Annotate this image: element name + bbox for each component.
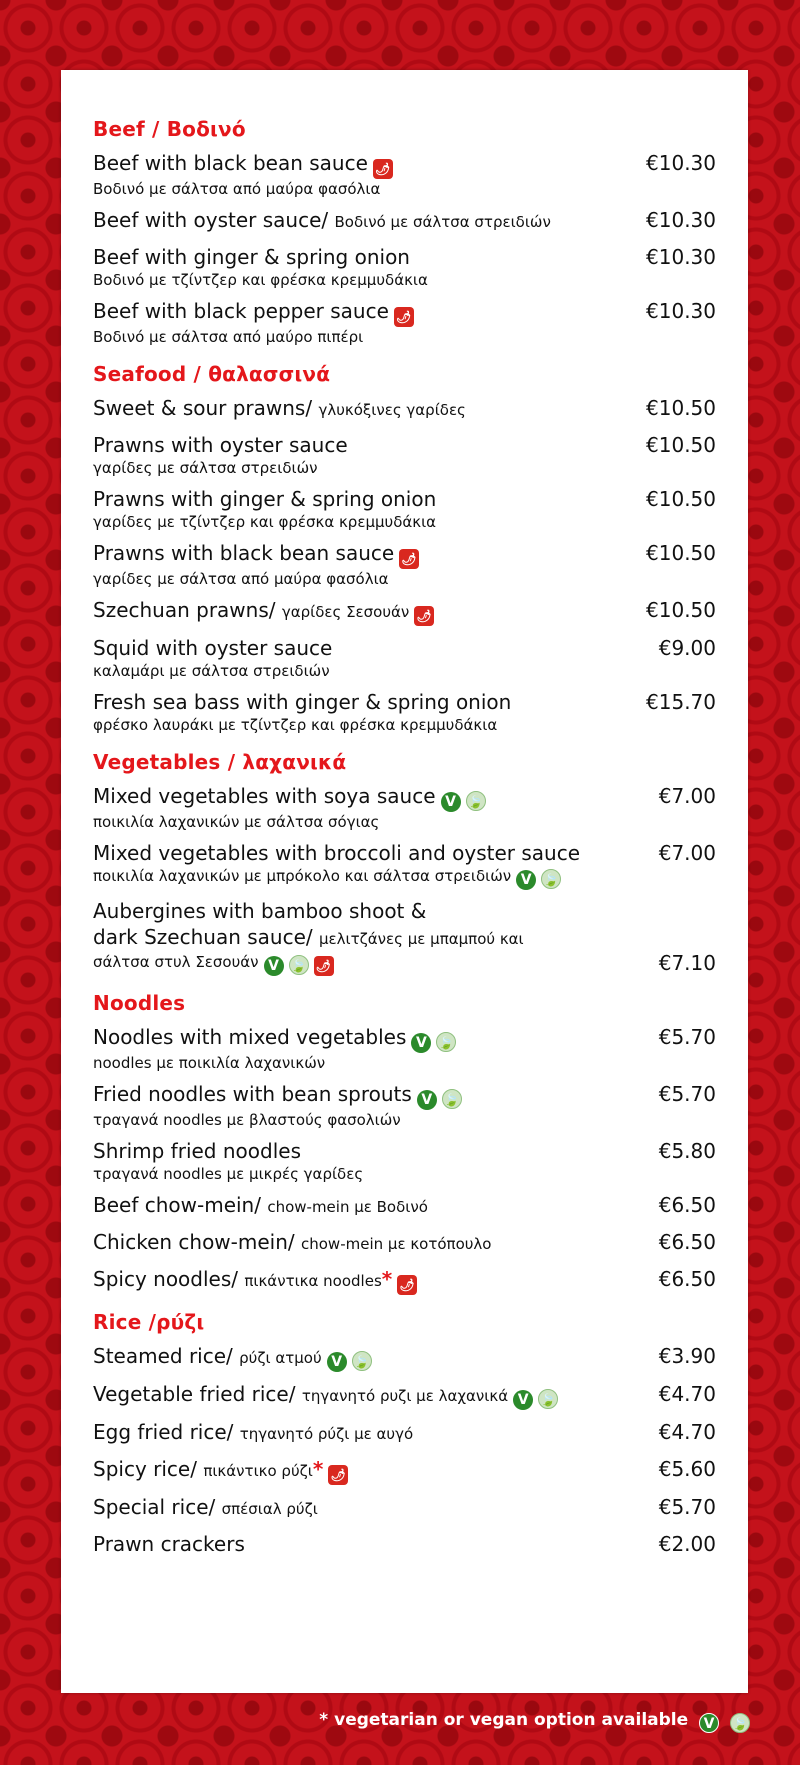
item-price: €10.30 bbox=[646, 208, 716, 232]
item-name bbox=[93, 432, 620, 458]
asterisk: * bbox=[381, 1267, 393, 1291]
item-name bbox=[93, 1229, 620, 1257]
section-title: Beef / Βοδινό bbox=[93, 117, 246, 141]
item-price: €10.30 bbox=[646, 299, 716, 323]
item-name-en-line2: dark Szechuan sauce/ bbox=[93, 925, 313, 949]
item-description-text: Βοδινό με σάλτσα από μαύρα φασόλια bbox=[93, 180, 381, 198]
item-price: €5.60 bbox=[658, 1457, 716, 1481]
item-description bbox=[93, 458, 620, 478]
menu-item bbox=[93, 395, 716, 423]
menu-item bbox=[93, 1229, 716, 1257]
menu-item bbox=[93, 689, 716, 735]
item-price: €6.50 bbox=[658, 1267, 716, 1291]
item-price: €10.50 bbox=[646, 487, 716, 511]
chili-icon: 🌶 bbox=[397, 1275, 417, 1295]
item-description-text: γαρίδες με σάλτσα από μαύρα φασόλια bbox=[93, 570, 389, 588]
menu-item bbox=[93, 1266, 716, 1295]
item-name bbox=[93, 1381, 620, 1410]
item-price: €6.50 bbox=[658, 1193, 716, 1217]
item-price: €5.70 bbox=[658, 1495, 716, 1519]
item-name-en: Special rice/ bbox=[93, 1495, 216, 1519]
item-name-en: Prawns with black bean sauce bbox=[93, 541, 395, 565]
item-price: €10.50 bbox=[646, 598, 716, 622]
menu-item bbox=[93, 1381, 716, 1410]
vegetarian-icon: V bbox=[513, 1390, 533, 1410]
item-name-en: Beef with black bean sauce bbox=[93, 151, 368, 175]
item-name-en: Vegetable fried rice/ bbox=[93, 1382, 296, 1406]
item-description-text: φρέσκο λαυράκι με τζίντζερ και φρέσκα κρεμμυδάκια bbox=[93, 716, 498, 734]
item-price: €10.30 bbox=[646, 151, 716, 175]
footer-star: * bbox=[319, 1710, 329, 1730]
item-name-en: Fresh sea bass with ginger & spring onion bbox=[93, 690, 512, 714]
menu-card bbox=[61, 70, 748, 1693]
menu-item bbox=[93, 244, 716, 290]
menu-item bbox=[93, 635, 716, 681]
item-name bbox=[93, 1419, 620, 1447]
menu-item bbox=[93, 1494, 716, 1522]
item-price: €7.10 bbox=[658, 951, 716, 975]
item-description bbox=[93, 952, 620, 976]
item-name bbox=[93, 150, 620, 179]
asterisk: * bbox=[312, 1457, 324, 1481]
item-name-gr: ρύζι ατμού bbox=[239, 1349, 322, 1367]
vegan-leaf-icon: 🍃 bbox=[289, 955, 309, 975]
item-name-en: Fried noodles with bean sprouts bbox=[93, 1082, 412, 1106]
item-name-gr: πικάντικα noodles bbox=[244, 1272, 382, 1290]
menu-item bbox=[93, 486, 716, 532]
chili-icon: 🌶 bbox=[399, 549, 419, 569]
item-name bbox=[93, 244, 620, 270]
chili-icon: 🌶 bbox=[414, 606, 434, 626]
menu-item bbox=[93, 432, 716, 478]
item-description bbox=[93, 569, 620, 589]
item-description-text: ποικιλία λαχανικών με μπρόκολο και σάλτσα στρειδιών bbox=[93, 867, 512, 885]
item-name-en: Mixed vegetables with broccoli and oyster sauce bbox=[93, 841, 581, 865]
item-name-en: Prawns with ginger & spring onion bbox=[93, 487, 437, 511]
item-name-gr: Βοδινό με σάλτσα στρειδιών bbox=[334, 213, 551, 231]
item-name-gr: σπέσιαλ ρύζι bbox=[221, 1500, 318, 1518]
item-price: €9.00 bbox=[658, 636, 716, 660]
footer-note: vegetarian or vegan option available bbox=[334, 1710, 689, 1730]
menu-item bbox=[93, 840, 716, 890]
section-title: Noodles bbox=[93, 991, 186, 1015]
menu-item bbox=[93, 207, 716, 235]
item-price: €7.00 bbox=[658, 784, 716, 808]
item-price: €10.50 bbox=[646, 396, 716, 420]
item-description bbox=[93, 661, 620, 681]
item-price: €10.50 bbox=[646, 541, 716, 565]
item-price: €7.00 bbox=[658, 841, 716, 865]
item-description bbox=[93, 512, 620, 532]
item-name-gr: τηγανητό ρυζι με λαχανικά bbox=[301, 1387, 509, 1405]
vegetarian-icon: V bbox=[264, 956, 284, 976]
menu-item bbox=[93, 1192, 716, 1220]
item-name bbox=[93, 1343, 620, 1372]
vegetarian-icon: V bbox=[516, 870, 536, 890]
item-description bbox=[93, 270, 620, 290]
item-name bbox=[93, 635, 620, 661]
item-description-text: Βοδινό με σάλτσα από μαύρο πιπέρι bbox=[93, 328, 364, 346]
chili-icon: 🌶 bbox=[314, 956, 334, 976]
menu-item bbox=[93, 1531, 716, 1557]
vegan-leaf-icon: 🍃 bbox=[352, 1351, 372, 1371]
item-price: €3.90 bbox=[658, 1344, 716, 1368]
item-description bbox=[93, 1110, 620, 1130]
item-description bbox=[93, 327, 620, 347]
vegetarian-icon: V bbox=[441, 792, 461, 812]
item-name-gr: γαρίδες Σεσουάν bbox=[281, 603, 410, 621]
item-description-text: noodles με ποικιλία λαχανικών bbox=[93, 1054, 326, 1072]
item-description bbox=[93, 1053, 620, 1073]
item-name-en: Beef with ginger & spring onion bbox=[93, 245, 410, 269]
item-name bbox=[93, 689, 620, 715]
item-price: €10.30 bbox=[646, 245, 716, 269]
item-name-en: Spicy noodles/ bbox=[93, 1267, 238, 1291]
menu-item bbox=[93, 1138, 716, 1184]
menu-section bbox=[93, 116, 716, 347]
vegetarian-icon: V bbox=[411, 1033, 431, 1053]
item-name-en: Prawn crackers bbox=[93, 1532, 245, 1556]
item-name-en: Prawns with oyster sauce bbox=[93, 433, 348, 457]
item-name-en: Chicken chow-mein/ bbox=[93, 1230, 295, 1254]
item-price: €4.70 bbox=[658, 1382, 716, 1406]
item-price: €6.50 bbox=[658, 1230, 716, 1254]
item-name bbox=[93, 1024, 620, 1053]
item-name-en: Beef with oyster sauce/ bbox=[93, 208, 329, 232]
menu-item bbox=[93, 540, 716, 589]
vegetarian-icon: V bbox=[327, 1352, 347, 1372]
item-name bbox=[93, 597, 620, 626]
item-name bbox=[93, 395, 620, 423]
item-name-en: Noodles with mixed vegetables bbox=[93, 1025, 407, 1049]
item-name-en: Shrimp fried noodles bbox=[93, 1139, 301, 1163]
item-name-gr: γλυκόξινες γαρίδες bbox=[318, 401, 466, 419]
item-description-text: ποικιλία λαχανικών με σάλτσα σόγιας bbox=[93, 813, 380, 831]
menu-item bbox=[93, 1456, 716, 1485]
chili-icon: 🌶 bbox=[373, 159, 393, 179]
menu-item bbox=[93, 898, 716, 976]
item-name bbox=[93, 1138, 620, 1164]
item-price: €2.00 bbox=[658, 1532, 716, 1556]
item-description bbox=[93, 812, 620, 832]
item-name-gr: μελιτζάνες με μπαμπού και bbox=[319, 930, 524, 948]
item-description-text: σάλτσα στυλ Σεσουάν bbox=[93, 953, 259, 971]
item-name-gr: chow-mein με κοτόπουλο bbox=[301, 1235, 492, 1253]
item-name bbox=[93, 298, 620, 327]
menu-item bbox=[93, 298, 716, 347]
menu-section bbox=[93, 749, 716, 976]
item-name-en: Steamed rice/ bbox=[93, 1344, 233, 1368]
menu-item bbox=[93, 1081, 716, 1130]
vegan-leaf-icon: 🍃 bbox=[442, 1089, 462, 1109]
item-price: €15.70 bbox=[646, 690, 716, 714]
menu-item bbox=[93, 1343, 716, 1372]
item-name-en: Aubergines with bamboo shoot & bbox=[93, 899, 427, 923]
chili-icon: 🌶 bbox=[394, 307, 414, 327]
menu-item bbox=[93, 597, 716, 626]
item-description bbox=[93, 1164, 620, 1184]
item-description-text: τραγανά noodles με μικρές γαρίδες bbox=[93, 1165, 364, 1183]
item-name bbox=[93, 1192, 620, 1220]
menu-section bbox=[93, 1309, 716, 1557]
vegan-leaf-icon: 🍃 bbox=[538, 1389, 558, 1409]
item-description-text: καλαμάρι με σάλτσα στρειδιών bbox=[93, 662, 330, 680]
item-name bbox=[93, 1531, 620, 1557]
item-price: €4.70 bbox=[658, 1420, 716, 1444]
item-name-en: Sweet & sour prawns/ bbox=[93, 396, 313, 420]
item-price: €5.80 bbox=[658, 1139, 716, 1163]
item-name bbox=[93, 1494, 620, 1522]
item-price: €5.70 bbox=[658, 1082, 716, 1106]
menu-item bbox=[93, 1419, 716, 1447]
item-name-en: Spicy rice/ bbox=[93, 1457, 197, 1481]
item-description-text: Βοδινό με τζίντζερ και φρέσκα κρεμμυδάκια bbox=[93, 271, 428, 289]
vegetarian-icon: V bbox=[699, 1713, 719, 1733]
item-description bbox=[93, 715, 620, 735]
menu-section bbox=[93, 990, 716, 1295]
item-price: €10.50 bbox=[646, 433, 716, 457]
vegetarian-icon: V bbox=[417, 1090, 437, 1110]
footer-legend bbox=[300, 1705, 750, 1735]
item-name-en: Beef chow-mein/ bbox=[93, 1193, 261, 1217]
vegan-leaf-icon: 🍃 bbox=[466, 791, 486, 811]
menu-item bbox=[93, 783, 716, 832]
vegan-leaf-icon: 🍃 bbox=[541, 869, 561, 889]
item-name-en: Szechuan prawns/ bbox=[93, 598, 276, 622]
section-title: Seafood / θαλασσινά bbox=[93, 362, 331, 386]
vegan-leaf-icon: 🍃 bbox=[730, 1713, 750, 1733]
item-description bbox=[93, 866, 620, 890]
item-name bbox=[93, 840, 620, 866]
item-price: €5.70 bbox=[658, 1025, 716, 1049]
item-description-text: τραγανά noodles με βλαστούς φασολιών bbox=[93, 1111, 401, 1129]
item-description-text: γαρίδες με τζίντζερ και φρέσκα κρεμμυδάκια bbox=[93, 513, 437, 531]
menu-section bbox=[93, 361, 716, 735]
item-name bbox=[93, 783, 620, 812]
item-name bbox=[93, 486, 620, 512]
item-name bbox=[93, 898, 620, 952]
item-name-en: Squid with oyster sauce bbox=[93, 636, 333, 660]
item-name-gr: τηγανητό ρύζι με αυγό bbox=[239, 1425, 414, 1443]
item-name-en: Mixed vegetables with soya sauce bbox=[93, 784, 436, 808]
section-title: Rice /ρύζι bbox=[93, 1310, 205, 1334]
item-description-text: γαρίδες με σάλτσα στρειδιών bbox=[93, 459, 318, 477]
item-name-gr: chow-mein με Βοδινό bbox=[267, 1198, 428, 1216]
item-name bbox=[93, 1456, 620, 1485]
item-name bbox=[93, 207, 620, 235]
item-name bbox=[93, 1081, 620, 1110]
item-name bbox=[93, 540, 620, 569]
section-title: Vegetables / λαχανικά bbox=[93, 750, 347, 774]
menu-item bbox=[93, 1024, 716, 1073]
item-name bbox=[93, 1266, 620, 1295]
vegan-leaf-icon: 🍃 bbox=[436, 1032, 456, 1052]
item-name-gr: πικάντικο ρύζι bbox=[203, 1462, 313, 1480]
item-name-en: Egg fried rice/ bbox=[93, 1420, 234, 1444]
chili-icon: 🌶 bbox=[328, 1465, 348, 1485]
item-name-en: Beef with black pepper sauce bbox=[93, 299, 389, 323]
menu-item bbox=[93, 150, 716, 199]
item-description bbox=[93, 179, 620, 199]
